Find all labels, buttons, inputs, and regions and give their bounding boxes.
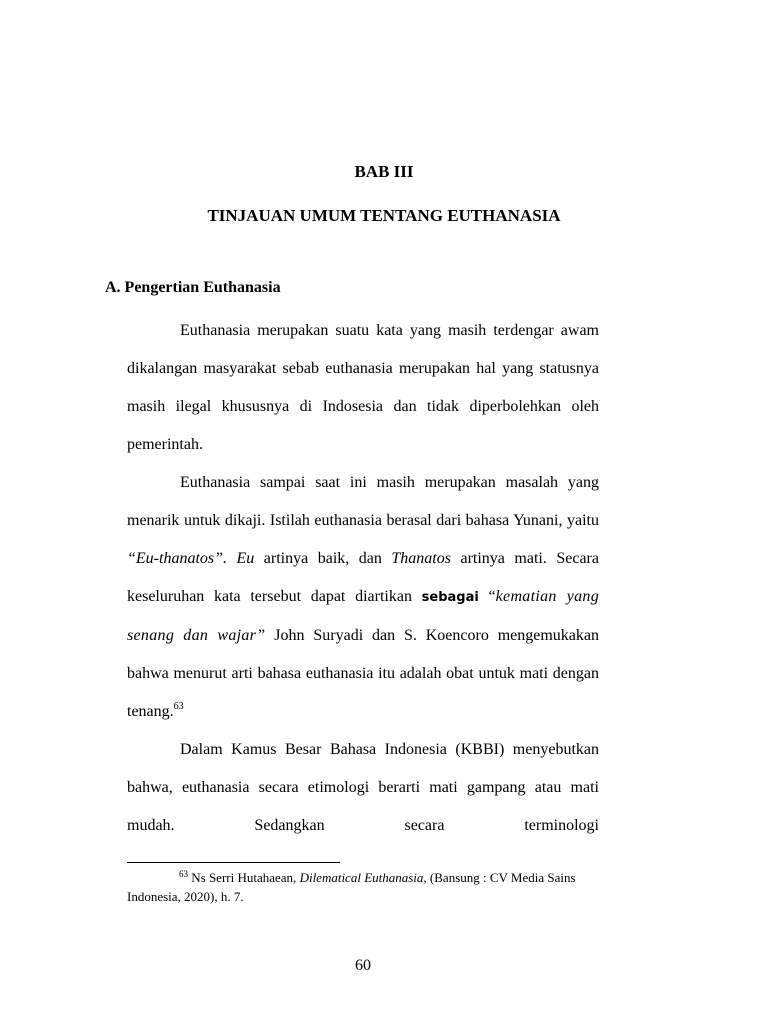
quote-definition: kematian yang senang dan wajar” xyxy=(127,588,599,644)
footnote-separator xyxy=(127,862,340,863)
paragraph-2 xyxy=(127,464,599,731)
footnote-text: , (Bansung : CV Media Sains Indonesia, 2020), h. 7. xyxy=(127,870,576,904)
footnote-book-title: Dilematical Euthanasia xyxy=(299,870,424,885)
word-sebagai: sebagai xyxy=(421,590,479,605)
section-heading: A. Pengertian Euthanasia xyxy=(105,279,281,296)
paragraph-3: Dalam Kamus Besar Bahasa Indonesia (KBBI) menyebutkan bahwa, euthanasia secara etimologi berarti mati gampang atau mati mudah. Sedangkan secara terminologi xyxy=(127,741,599,834)
chapter-number: BAB III xyxy=(354,162,414,181)
footnote-number: 63 xyxy=(179,869,188,879)
body-text xyxy=(127,312,599,845)
term-eu-thanatos: “Eu-thanatos”. Eu xyxy=(127,550,255,567)
paragraph-2-text: artinya mati. Secara keseluruhan kata tersebut dapat diartikan xyxy=(127,550,599,605)
paragraph-1: Euthanasia merupakan suatu kata yang masih terdengar awam dikalangan masyarakat sebab euthanasia merupakan hal yang statusnya masih ilegal khususnya di Indosesia dan tidak diperbolehkan oleh pemerintah. xyxy=(127,322,599,453)
chapter-title: TINJAUAN UMUM TENTANG EUTHANASIA xyxy=(207,206,561,225)
paragraph-2-text: Euthanasia sampai saat ini masih merupakan masalah yang menarik untuk dikaji. Istilah euthanasia berasal dari bahasa Yunani, yaitu xyxy=(127,474,599,529)
paragraph-2-text: artinya baik, dan xyxy=(254,550,392,567)
paragraph-2-text: John Suryadi dan S. Koencoro mengemukakan bahwa menurut arti bahasa euthanasia itu adalah obat untuk mati dengan tenang. xyxy=(127,627,599,720)
footnote-text: Ns Serri Hutahaean, xyxy=(188,870,300,885)
footnote-reference[interactable]: 63 xyxy=(173,701,184,712)
paragraph-2-text: “ xyxy=(478,588,496,605)
term-thanatos: Thanatos xyxy=(391,550,451,567)
footnote xyxy=(127,868,603,906)
page-number: 60 xyxy=(355,957,371,974)
